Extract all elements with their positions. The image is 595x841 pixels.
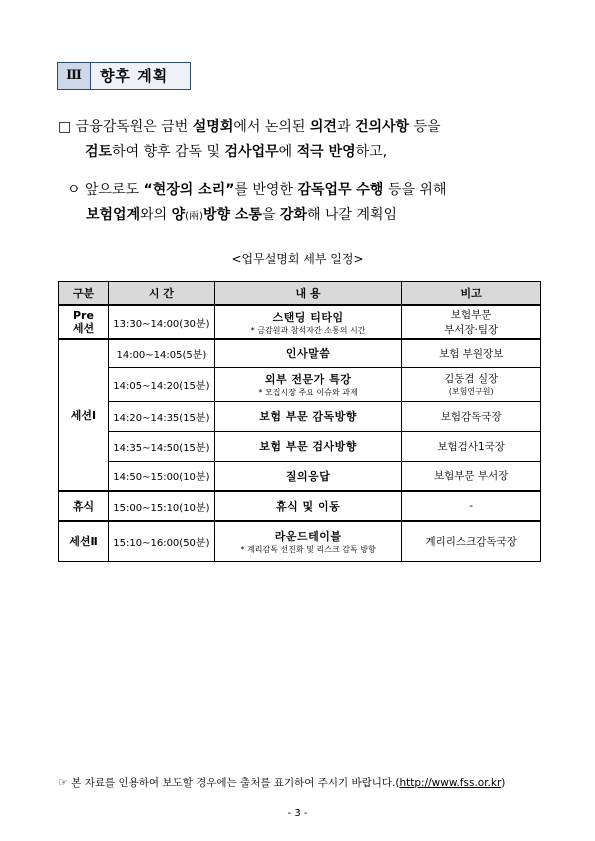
time-cell: 14:00∼14:05(5분) (108, 339, 214, 367)
paragraph-2-line-2: 보험업계와의 양(兩)방향 소통을 강화해 나갈 계획임 (86, 207, 398, 223)
table-header-row (59, 282, 541, 306)
note-cell: 계리리스크감독국장 (402, 521, 541, 561)
content-cell: 질의응답 (214, 461, 401, 491)
header-note: 비고 (402, 282, 541, 306)
time-cell: 14:20∼14:35(15분) (108, 401, 214, 431)
time-cell: 14:50∼15:00(10분) (108, 461, 214, 491)
content-cell: 보험 부문 감독방향 (214, 401, 401, 431)
table-row (59, 367, 541, 401)
note-cell: - (402, 491, 541, 521)
footer-note: ☞ 본 자료를 인용하여 보도할 경우에는 출처를 표기하여 주시기 바랍니다.(http://www.fss.or.kr) (58, 776, 506, 789)
table-caption: <업무설명회 세부 일정> (231, 252, 364, 266)
note-cell: 보험검사1국장 (402, 431, 541, 461)
time-cell: 14:05∼14:20(15분) (108, 367, 214, 401)
table-row (59, 461, 541, 491)
note-cell: 보험감독국장 (402, 401, 541, 431)
section-number: Ⅲ (58, 63, 91, 89)
content-cell: 스탠딩 티타임 * 금감원과 참석자간 소통의 시간 (214, 305, 401, 339)
category-cell: 휴식 (59, 491, 109, 521)
time-cell: 15:10∼16:00(50분) (108, 521, 214, 561)
paragraph-2-line-1: ㅇ 앞으로도 “현장의 소리”를 반영한 감독업무 수행 등을 위해 (67, 182, 447, 198)
section-header (57, 62, 191, 90)
header-time: 시 간 (108, 282, 214, 306)
header-content: 내 용 (214, 282, 401, 306)
note-cell: 보험부문 부서장 (402, 461, 541, 491)
table-row (59, 339, 541, 367)
pointing-hand-icon: ☞ (58, 776, 68, 789)
table-row (59, 491, 541, 521)
content-cell: 외부 전문가 특강 * 모집시장 주요 이슈와 과제 (214, 367, 401, 401)
schedule-table (58, 281, 541, 562)
content-cell: 인사말씀 (214, 339, 401, 367)
time-cell: 13:30∼14:00(30분) (108, 305, 214, 339)
content-cell: 보험 부문 검사방향 (214, 431, 401, 461)
content-cell: 라운드테이블 * 계리감독 선진화 및 리스크 감독 방향 (214, 521, 401, 561)
table-row (59, 431, 541, 461)
table-row (59, 521, 541, 561)
header-category: 구분 (59, 282, 109, 306)
time-cell: 14:35∼14:50(15분) (108, 431, 214, 461)
content-cell: 휴식 및 이동 (214, 491, 401, 521)
fss-link[interactable]: http://www.fss.or.kr (399, 777, 502, 789)
category-cell: 세션Ⅰ (59, 339, 109, 491)
category-cell: 세션Ⅱ (59, 521, 109, 561)
section-title: 향후 계획 (100, 67, 169, 85)
note-cell: 보험 부원장보 (402, 339, 541, 367)
table-row (59, 305, 541, 339)
category-cell: Pre 세션 (59, 305, 109, 339)
paragraph-1-line-2: 검토하여 향후 감독 및 검사업무에 적극 반영하고, (85, 144, 388, 160)
time-cell: 15:00∼15:10(10분) (108, 491, 214, 521)
note-cell: 김동겸 실장 (보험연구원) (402, 367, 541, 401)
note-cell: 보험부문 부서장·팀장 (402, 305, 541, 339)
table-row (59, 401, 541, 431)
paragraph-1-line-1: □ 금융감독원은 금번 설명회에서 논의된 의견과 건의사항 등을 (58, 119, 441, 135)
page-number: - 3 - (287, 808, 308, 819)
